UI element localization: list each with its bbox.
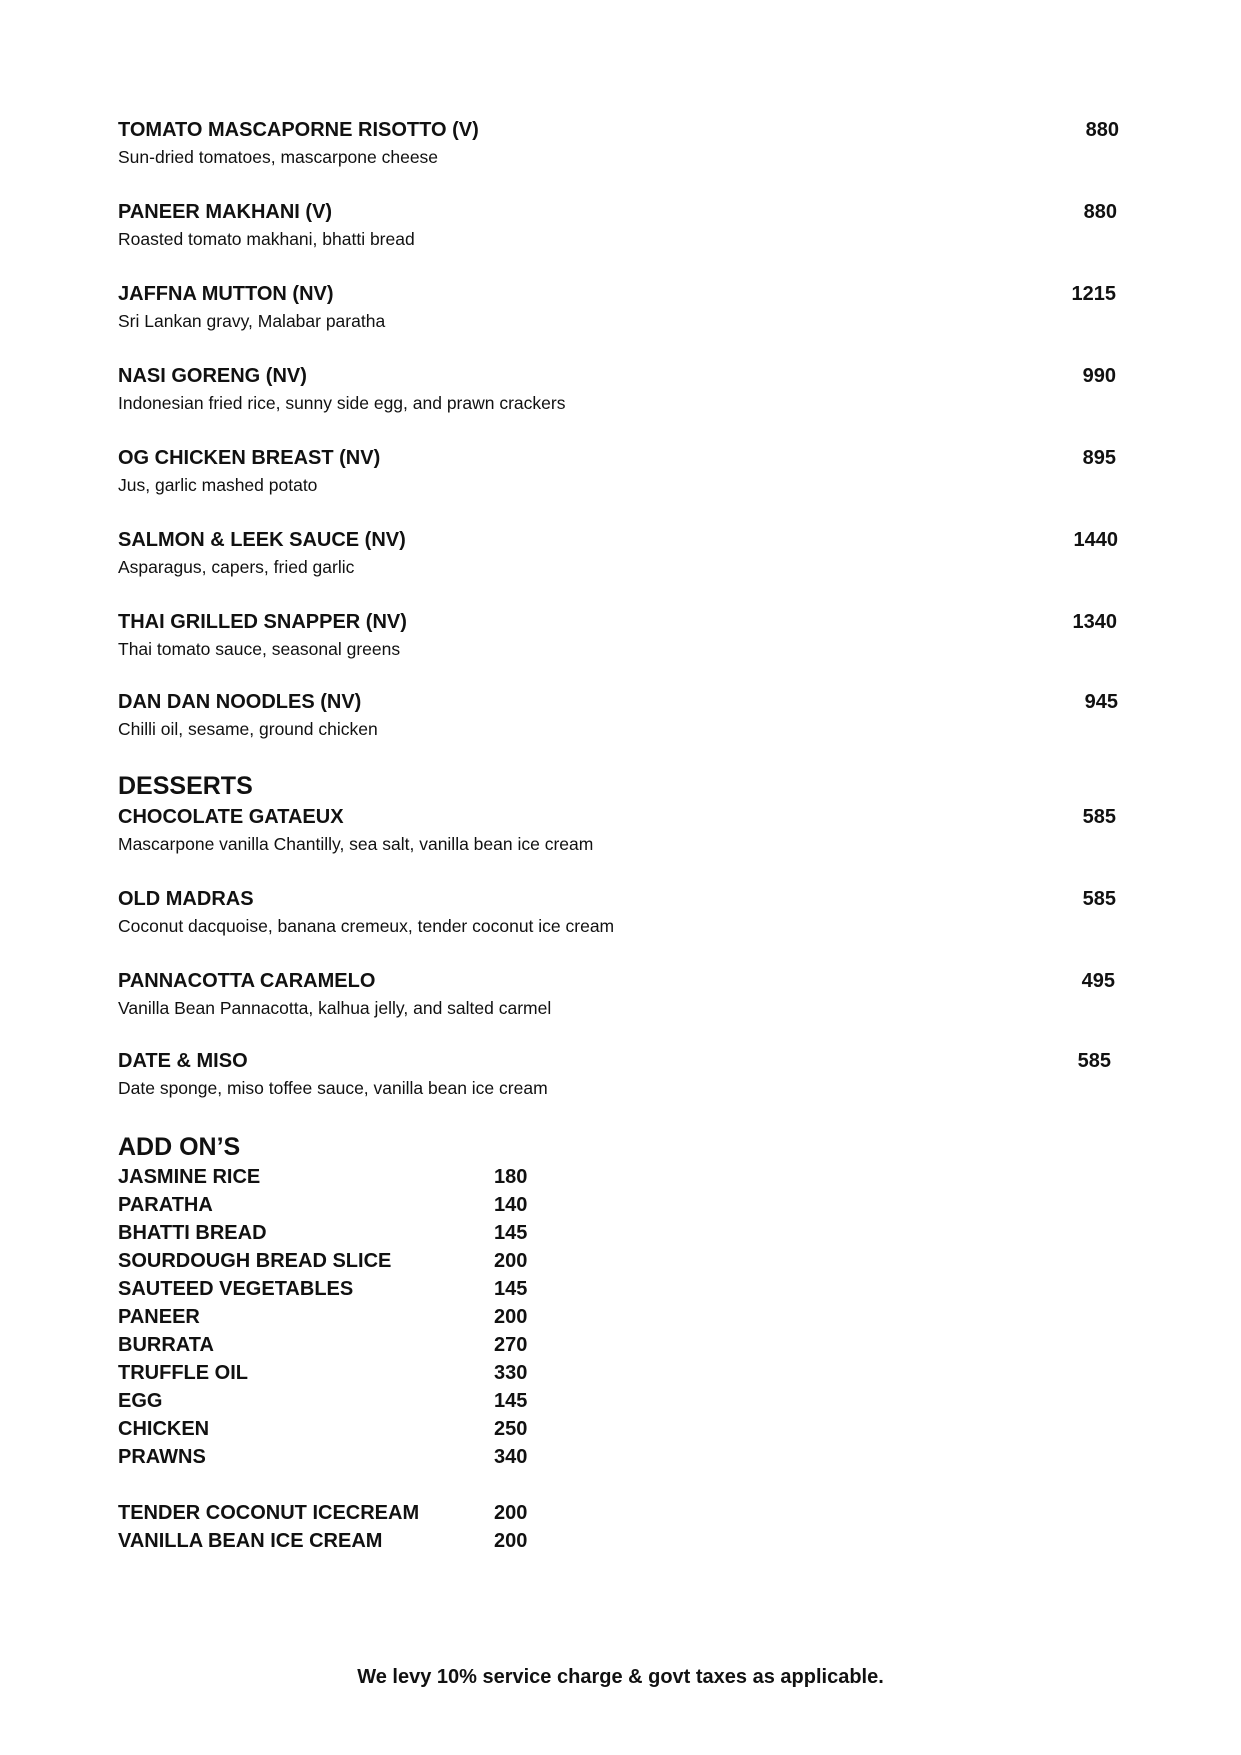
section-heading-addons: ADD ON’S xyxy=(118,1133,241,1161)
item-price: 945 xyxy=(1084,691,1118,713)
item-name: NASI GORENG (NV) xyxy=(118,365,307,387)
item-description: Roasted tomato makhani, bhatti bread xyxy=(118,229,415,249)
item-description: Chilli oil, sesame, ground chicken xyxy=(118,719,378,739)
item-price: 1340 xyxy=(1072,611,1117,633)
item-description: Date sponge, miso toffee sauce, vanilla bean ice cream xyxy=(118,1078,548,1098)
item-price: 495 xyxy=(1081,970,1115,992)
item-name: TOMATO MASCAPORNE RISOTTO (V) xyxy=(118,119,479,141)
addon-name: JASMINE RICE xyxy=(118,1166,261,1188)
addon-price: 145 xyxy=(494,1278,528,1300)
item-name: DATE & MISO xyxy=(118,1050,248,1072)
item-name: OLD MADRAS xyxy=(118,888,254,910)
item-description: Thai tomato sauce, seasonal greens xyxy=(118,639,401,659)
item-name: JAFFNA MUTTON (NV) xyxy=(118,283,334,305)
addon-name: TRUFFLE OIL xyxy=(118,1362,248,1384)
item-description: Mascarpone vanilla Chantilly, sea salt, vanilla bean ice cream xyxy=(118,834,594,854)
addon-name: SAUTEED VEGETABLES xyxy=(118,1278,354,1300)
item-name: OG CHICKEN BREAST (NV) xyxy=(118,447,381,469)
addon-price: 200 xyxy=(494,1306,528,1328)
item-price: 990 xyxy=(1082,365,1116,387)
item-description: Indonesian fried rice, sunny side egg, and prawn crackers xyxy=(118,393,566,413)
addon-price: 180 xyxy=(494,1166,528,1188)
item-description: Sri Lankan gravy, Malabar paratha xyxy=(118,311,386,331)
addon-price: 140 xyxy=(494,1194,528,1216)
addon-name: PANEER xyxy=(118,1306,200,1328)
addon-name: PRAWNS xyxy=(118,1446,206,1468)
item-price: 585 xyxy=(1082,806,1116,828)
item-price: 585 xyxy=(1082,888,1116,910)
addon-name: TENDER COCONUT ICECREAM xyxy=(118,1502,420,1524)
addon-price: 330 xyxy=(494,1362,528,1384)
addon-name: BURRATA xyxy=(118,1334,214,1356)
item-name: PANNACOTTA CARAMELO xyxy=(118,970,376,992)
addon-name: SOURDOUGH BREAD SLICE xyxy=(118,1250,392,1272)
addon-price: 200 xyxy=(494,1502,528,1524)
addon-price: 145 xyxy=(494,1390,528,1412)
item-name: PANEER MAKHANI (V) xyxy=(118,201,333,223)
item-name: DAN DAN NOODLES (NV) xyxy=(118,691,362,713)
item-price: 895 xyxy=(1082,447,1116,469)
item-name: SALMON & LEEK SAUCE (NV) xyxy=(118,529,406,551)
item-description: Jus, garlic mashed potato xyxy=(118,475,318,495)
item-description: Asparagus, capers, fried garlic xyxy=(118,557,355,577)
addon-price: 145 xyxy=(494,1222,528,1244)
item-description: Sun-dried tomatoes, mascarpone cheese xyxy=(118,147,439,167)
addon-price: 200 xyxy=(494,1250,528,1272)
addon-price: 340 xyxy=(494,1446,528,1468)
item-name: CHOCOLATE GATAEUX xyxy=(118,806,344,828)
addon-name: BHATTI BREAD xyxy=(118,1222,267,1244)
item-name: THAI GRILLED SNAPPER (NV) xyxy=(118,611,407,633)
addon-name: PARATHA xyxy=(118,1194,213,1216)
service-charge-note: We levy 10% service charge & govt taxes as applicable. xyxy=(357,1666,884,1688)
item-price: 880 xyxy=(1085,119,1119,141)
addon-price: 200 xyxy=(494,1530,528,1552)
item-description: Vanilla Bean Pannacotta, kalhua jelly, and salted carmel xyxy=(118,998,552,1018)
addon-price: 270 xyxy=(494,1334,528,1356)
item-price: 585 xyxy=(1077,1050,1111,1072)
item-price: 1440 xyxy=(1073,529,1118,551)
item-price: 880 xyxy=(1083,201,1117,223)
addon-name: EGG xyxy=(118,1390,163,1412)
addon-name: VANILLA BEAN ICE CREAM xyxy=(118,1530,383,1552)
section-heading-desserts: DESSERTS xyxy=(118,772,253,800)
item-description: Coconut dacquoise, banana cremeux, tender coconut ice cream xyxy=(118,916,615,936)
item-price: 1215 xyxy=(1071,283,1116,305)
addon-price: 250 xyxy=(494,1418,528,1440)
addon-name: CHICKEN xyxy=(118,1418,210,1440)
